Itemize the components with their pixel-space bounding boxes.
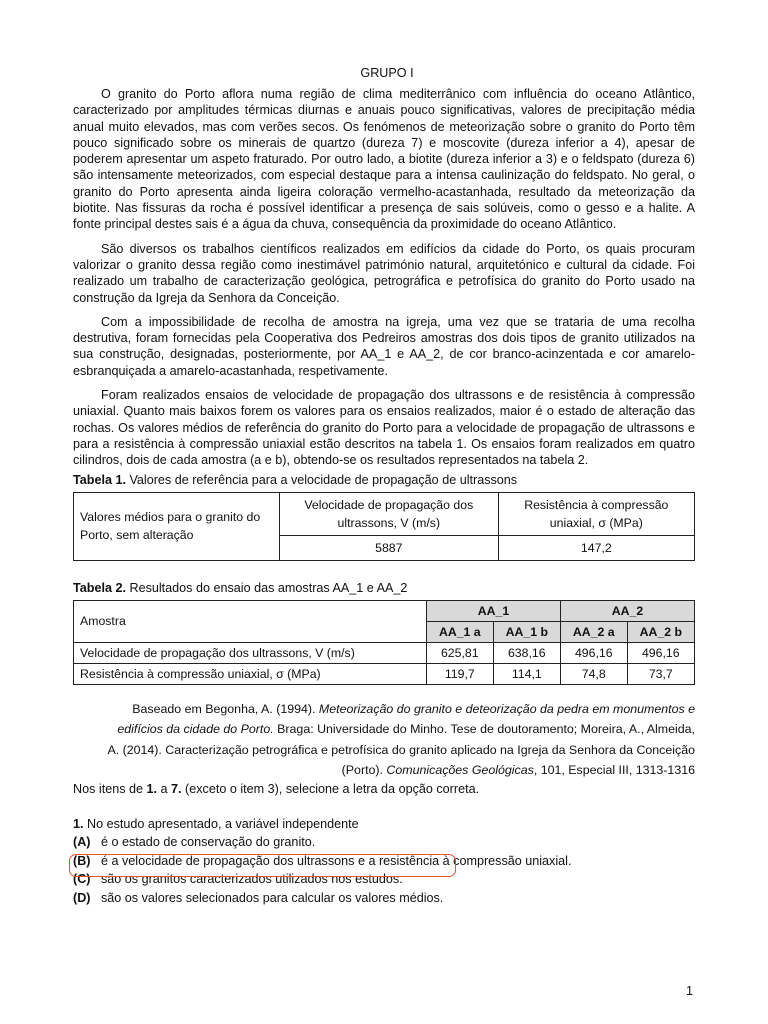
- paragraph-1: O granito do Porto aflora numa região de clima mediterrânico com influência do oceano Atlântico, caracterizado por amplitudes térmicas diurnas e anuais pouco significativas, valores de precipitação média anual muito elevados, mas com verões secos. Os fenómenos de meteorização sobre o granito do Porto têm pouco significado sobre os minerais de quartzo (dureza 7) e moscovite (dureza inferior a 4), apesar de poderem apresentar um aspeto fraturado. Por outro lado, a biotite (dureza inferior a 3) e o feldspato (dureza 6) são intensamente meteorizados, com especial destaque para a intensa caulinização do feldspato. No geral, o granito do Porto apresenta ainda ligeira coloração vermelho-acastanhada, resultado da meteorização da biotite. Nas fissuras da rocha é possível identificar a presença de sais solúveis, como o gesso e a halite. A fonte principal destes sais é a água da chuva, consequência da proximidade do oceano Atlântico.: [73, 87, 695, 232]
- reference-citation: [73, 699, 695, 781]
- table2-subheader: AA_1 a: [427, 621, 494, 642]
- option-letter: (C): [73, 872, 91, 887]
- table2-caption: [73, 581, 695, 596]
- table2-subheader: AA_2 b: [627, 621, 694, 642]
- instructions-text: (exceto o item 3), selecione a letra da opção correta.: [181, 781, 480, 796]
- table1-row-label: Valores médios para o granito do Porto, sem alteração: [74, 492, 280, 560]
- table1-col2-header: Resistência à compressão uniaxial, σ (MPa): [498, 492, 694, 535]
- instructions: [73, 781, 695, 797]
- table2-caption-label: Tabela 2.: [73, 580, 126, 595]
- question-number: 1.: [73, 816, 84, 831]
- option-text: são os valores selecionados para calcular os valores médios.: [101, 890, 444, 905]
- question-text: No estudo apresentado, a variável independente: [83, 816, 359, 831]
- table1-caption-label: Tabela 1.: [73, 472, 126, 487]
- reference-text: Braga: Universidade do Minho. Tese de doutoramento; Moreira, A., Almeida,: [273, 722, 695, 737]
- table2-subheader: AA_2 a: [560, 621, 627, 642]
- question-1-stem: [73, 815, 695, 834]
- option-letter: (B): [73, 853, 91, 868]
- document-page: [73, 66, 695, 907]
- table1: [73, 492, 695, 561]
- reference-journal: Comunicações Geológicas: [386, 763, 534, 778]
- table2-sample-label: Amostra: [74, 600, 427, 642]
- reference-text: Baseado em Begonha, A. (1994).: [132, 701, 319, 716]
- table2-cell: 119,7: [427, 663, 494, 684]
- instructions-item: 1.: [146, 781, 158, 796]
- table2-cell: 73,7: [627, 663, 694, 684]
- table-row: [74, 663, 695, 684]
- table2-group-header: AA_1: [427, 600, 561, 621]
- paragraph-4: Foram realizados ensaios de velocidade de propagação dos ultrassons e de resistência à compressão uniaxial. Quanto mais baixos forem os valores para os ensaios realizados, maior é o estado de alteração das rochas. Os valores médios de referência do granito do Porto para a velocidade de propagação de ultrassons e para a resistência à compressão uniaxial estão descritos na tabela 1. Os ensaios foram realizados em quatro cilindros, dois de cada amostra (a e b), obtendo-se os resultados representados na tabela 2.: [73, 388, 695, 468]
- table2-row-label: Resistência à compressão uniaxial, σ (MPa): [74, 663, 427, 684]
- table2-cell: 496,16: [560, 642, 627, 663]
- reference-text: (Porto).: [341, 763, 387, 778]
- table1-col1-header: Velocidade de propagação dos ultrassons, V (m/s): [280, 492, 499, 535]
- reference-text: , 101, Especial III, 1313-1316: [533, 763, 695, 778]
- instructions-text: a: [157, 781, 172, 796]
- option-letter: (D): [73, 890, 91, 905]
- table2-row-label: Velocidade de propagação dos ultrassons, V (m/s): [74, 642, 427, 663]
- selected-answer-highlight: [69, 854, 456, 877]
- option-text: são os granitos caracterizados utilizados nos estudos.: [101, 872, 403, 887]
- table2-caption-text: Resultados do ensaio das amostras AA_1 e AA_2: [125, 580, 408, 595]
- reference-title: edifícios da cidade do Porto.: [117, 722, 274, 737]
- option-letter: (A): [73, 835, 91, 850]
- instructions-text: Nos itens de: [73, 781, 147, 796]
- table2-cell: 638,16: [493, 642, 560, 663]
- table2-cell: 74,8: [560, 663, 627, 684]
- table2-cell: 114,1: [493, 663, 560, 684]
- table1-col1-value: 5887: [280, 535, 499, 560]
- table1-col2-value: 147,2: [498, 535, 694, 560]
- table1-caption-text: Valores de referência para a velocidade de propagação de ultrassons: [125, 472, 518, 487]
- instructions-item: 7.: [171, 781, 182, 796]
- table-row: [74, 642, 695, 663]
- table2: [73, 600, 695, 685]
- option-text: é o estado de conservação do granito.: [101, 835, 316, 850]
- group-title: GRUPO I: [360, 66, 414, 80]
- paragraph-2: São diversos os trabalhos científicos realizados em edifícios da cidade do Porto, os quais procuram valorizar o granito dessa região como inestimável património natural, arquitetónico e cultural da cidade. Foi realizado um trabalho de caracterização geológica, petrográfica e petrofísica do granito do Porto usado na construção da Igreja da Senhora da Conceição.: [73, 241, 695, 305]
- page-number: 1: [686, 984, 694, 998]
- option-d[interactable]: [73, 889, 695, 908]
- option-a[interactable]: [73, 833, 695, 852]
- table1-caption: [73, 473, 695, 488]
- paragraph-3: Com a impossibilidade de recolha de amostra na igreja, uma vez que se trataria de uma recolha destrutiva, foram fornecidas pela Cooperativa dos Pedreiros amostras dos dois tipos de granito utilizados na sua construção, designadas, posteriormente, por AA_1 e AA_2, de cor branco-acinzentada e cor amarelo-esbranquiçada a amarelo-acastanhada, respetivamente.: [73, 314, 695, 378]
- table2-cell: 625,81: [427, 642, 494, 663]
- reference-title: Meteorização do granito e deteorização da pedra em monumentos e: [318, 701, 695, 716]
- table2-subheader: AA_1 b: [493, 621, 560, 642]
- option-text: é a velocidade de propagação dos ultrassons e a resistência à compressão uniaxial.: [101, 853, 572, 868]
- reference-text: A. (2014). Caracterização petrográfica e petrofísica do granito aplicado na Igreja da Senhora da Conceição: [107, 742, 695, 757]
- table2-group-header: AA_2: [560, 600, 694, 621]
- table2-cell: 496,16: [627, 642, 694, 663]
